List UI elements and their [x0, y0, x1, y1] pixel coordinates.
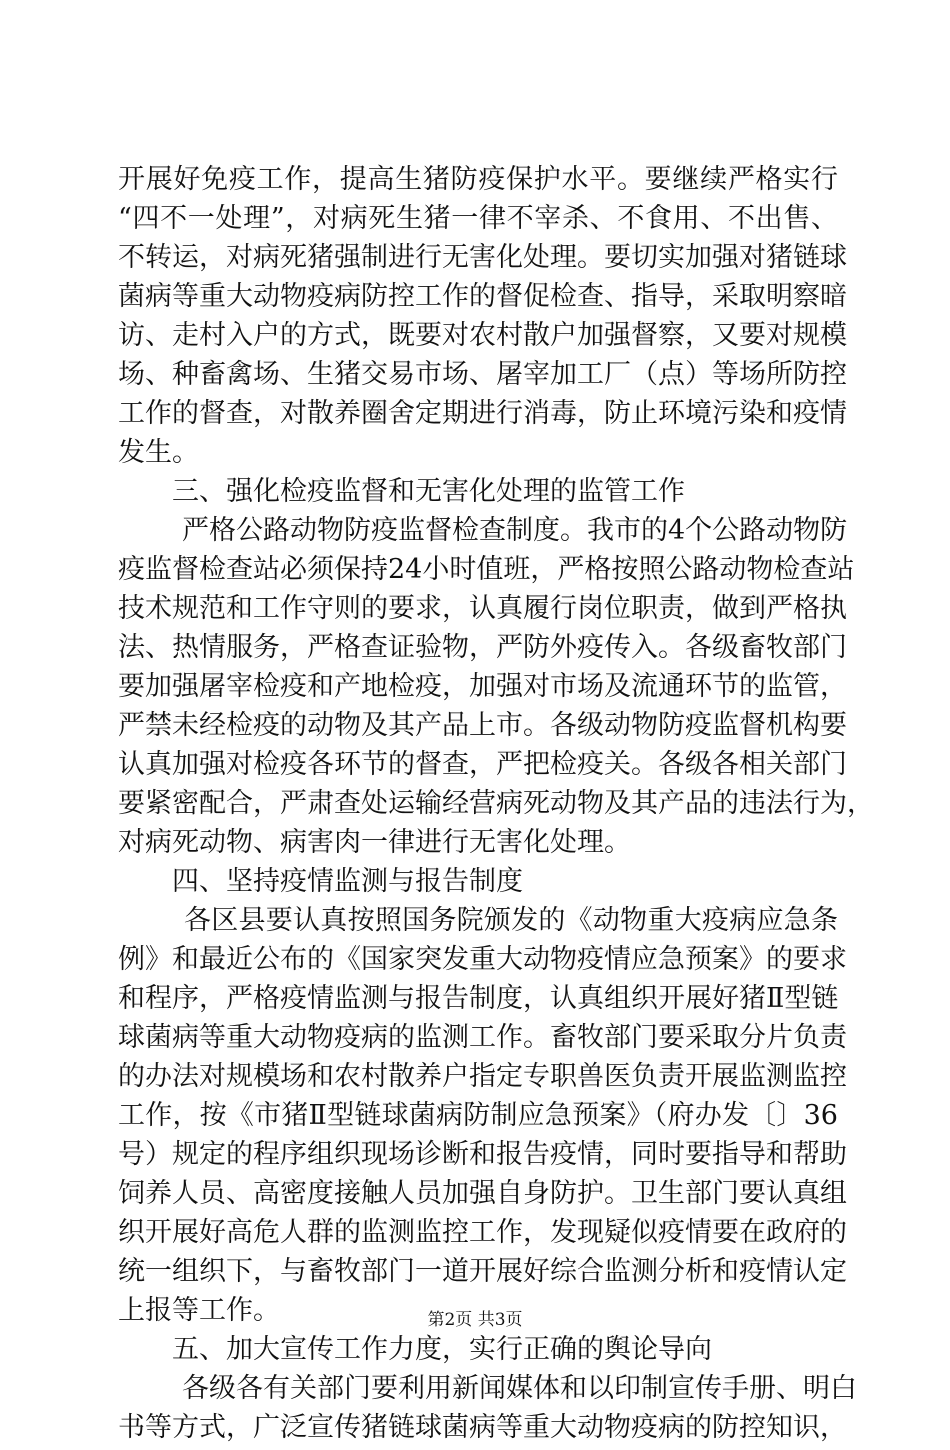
- text-line: 各区县要认真按照国务院颁发的《动物重大疫病应急条: [184, 905, 838, 936]
- text-line: 要紧密配合，严肃查处运输经营病死动物及其产品的违法行为，: [118, 788, 874, 819]
- text-line: 饲养人员、高密度接触人员加强自身防护。卫生部门要认真组: [118, 1178, 847, 1209]
- section-heading: 三、强化检疫监督和无害化处理的监管工作: [172, 476, 685, 507]
- text-line: 发生。: [118, 437, 199, 468]
- text-line: 不转运，对病死猪强制进行无害化处理。要切实加强对猪链球: [118, 242, 847, 273]
- text-line: 开展好免疫工作，提高生猪防疫保护水平。要继续严格实行: [118, 164, 838, 195]
- text-line: 要加强屠宰检疫和产地检疫，加强对市场及流通环节的监管，: [118, 671, 847, 702]
- text-line: 统一组织下，与畜牧部门一道开展好综合监测分析和疫情认定: [118, 1256, 847, 1287]
- section-heading: 五、加大宣传工作力度，实行正确的舆论导向: [172, 1334, 712, 1365]
- text-line: 访、走村入户的方式，既要对农村散户加强督察，又要对规模: [118, 320, 847, 351]
- text-line: 工作的督查，对散养圈舍定期进行消毒，防止环境污染和疫情: [118, 398, 847, 429]
- text-line: 认真加强对检疫各环节的督查，严把检疫关。各级各相关部门: [118, 749, 847, 780]
- text-line: 各级各有关部门要利用新闻媒体和以印制宣传手册、明白: [182, 1373, 857, 1404]
- text-line: 严格公路动物防疫监督检查制度。我市的4个公路动物防: [182, 515, 848, 546]
- section-heading: 四、坚持疫情监测与报告制度: [172, 866, 523, 897]
- text-line: 法、热情服务，严格查证验物，严防外疫传入。各级畜牧部门: [118, 632, 847, 663]
- text-line: 场、种畜禽场、生猪交易市场、屠宰加工厂（点）等场所防控: [118, 359, 847, 390]
- page-number-footer: 第2页 共3页: [427, 1310, 523, 1330]
- text-line: 疫监督检查站必须保持24小时值班，严格按照公路动物检查站: [118, 554, 855, 585]
- text-line: 和程序，严格疫情监测与报告制度，认真组织开展好猪Ⅱ型链: [118, 983, 839, 1014]
- text-line: 号）规定的程序组织现场诊断和报告疫情，同时要指导和帮助: [118, 1139, 847, 1170]
- text-line: 书等方式，广泛宣传猪链球菌病等重大动物疫病的防控知识，: [118, 1412, 847, 1443]
- text-line: 例》和最近公布的《国家突发重大动物疫情应急预案》的要求: [118, 944, 847, 975]
- text-line: 工作，按《市猪Ⅱ型链球菌病防制应急预案》（府办发〔〕36: [118, 1100, 838, 1131]
- text-line: 的办法对规模场和农村散养户指定专职兽医负责开展监测监控: [118, 1061, 847, 1092]
- text-line: 上报等工作。: [118, 1295, 280, 1326]
- text-line: “四不一处理”，对病死生猪一律不宰杀、不食用、不出售、: [118, 203, 838, 234]
- text-line: 菌病等重大动物疫病防控工作的督促检查、指导，采取明察暗: [118, 281, 847, 312]
- text-line: 技术规范和工作守则的要求，认真履行岗位职责，做到严格执: [118, 593, 847, 624]
- text-line: 织开展好高危人群的监测监控工作，发现疑似疫情要在政府的: [118, 1217, 847, 1248]
- text-line: 球菌病等重大动物疫病的监测工作。畜牧部门要采取分片负责: [118, 1022, 847, 1053]
- text-line: 对病死动物、病害肉一律进行无害化处理。: [118, 827, 631, 858]
- text-line: 严禁未经检疫的动物及其产品上市。各级动物防疫监督机构要: [118, 710, 847, 741]
